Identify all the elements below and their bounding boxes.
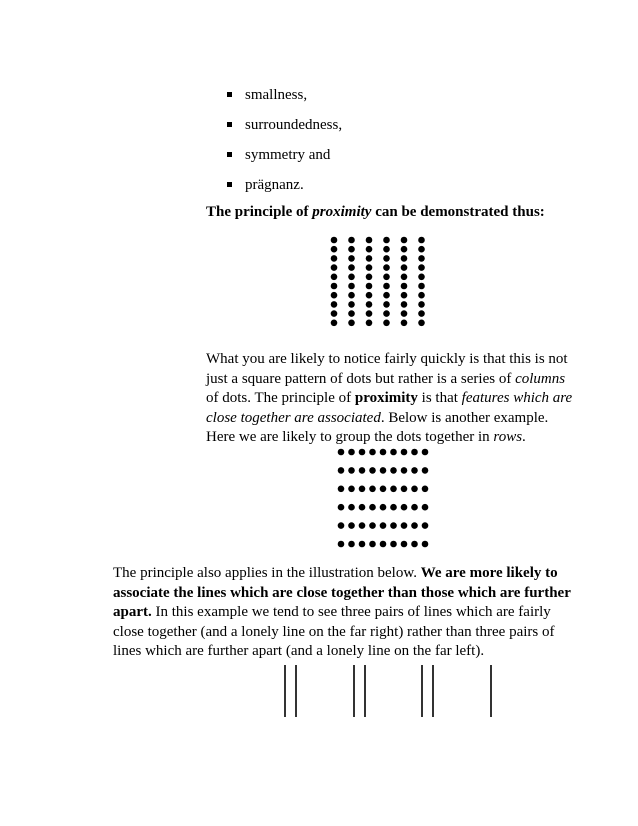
dot	[369, 504, 376, 511]
dot	[348, 541, 355, 548]
dot	[401, 504, 408, 511]
dot	[366, 255, 373, 262]
paragraph-line	[206, 370, 566, 390]
dot	[390, 486, 397, 493]
text-run: of dots. The principle of	[206, 390, 355, 406]
dot	[383, 320, 390, 327]
paragraph-line	[113, 603, 551, 623]
dot	[359, 541, 366, 548]
row-dot-pattern	[335, 446, 435, 550]
dot	[383, 301, 390, 308]
dot	[331, 237, 338, 244]
square-bullet-icon	[227, 92, 232, 97]
dot	[411, 449, 418, 456]
dot	[331, 264, 338, 271]
paragraph-line	[206, 428, 566, 448]
dot	[401, 292, 408, 299]
square-bullet-icon	[227, 152, 232, 157]
list-item-text: symmetry and	[245, 147, 331, 163]
dot	[411, 522, 418, 529]
dot	[422, 486, 429, 493]
dot	[331, 292, 338, 299]
text-run: is that	[417, 390, 462, 406]
dot	[331, 283, 338, 290]
dot	[348, 467, 355, 474]
emphasis-text: close together are associated	[206, 409, 381, 426]
dot	[418, 246, 425, 253]
dot	[338, 467, 345, 474]
dot	[359, 467, 366, 474]
dot	[418, 310, 425, 317]
dot	[418, 283, 425, 290]
paragraph-line	[113, 623, 555, 643]
dot	[348, 274, 355, 281]
dot	[348, 255, 355, 262]
dot	[411, 541, 418, 548]
dot	[338, 522, 345, 529]
dot	[331, 246, 338, 253]
dot	[383, 237, 390, 244]
line-grouping-paragraph	[113, 564, 571, 662]
dot	[380, 486, 387, 493]
dot	[411, 467, 418, 474]
dot	[411, 486, 418, 493]
dot	[422, 541, 429, 548]
dot	[369, 541, 376, 548]
dot	[331, 320, 338, 327]
dot	[383, 274, 390, 281]
dot	[348, 486, 355, 493]
dot	[401, 246, 408, 253]
dot	[338, 449, 345, 456]
paragraph-line	[206, 409, 566, 429]
dot	[359, 522, 366, 529]
dot	[348, 310, 355, 317]
dot	[348, 522, 355, 529]
dot	[401, 541, 408, 548]
heading-emphasis: proximity	[312, 204, 372, 220]
dot	[366, 292, 373, 299]
paragraph-line	[206, 350, 566, 370]
dot	[366, 274, 373, 281]
dot	[422, 467, 429, 474]
dot	[366, 310, 373, 317]
paragraph-line	[113, 642, 543, 662]
dot	[418, 264, 425, 271]
dot	[422, 522, 429, 529]
dot	[380, 467, 387, 474]
text-run: lines which are further apart (and a lonely line on the far left).	[113, 643, 485, 659]
dot	[331, 255, 338, 262]
bold-text: We are more likely to	[420, 565, 558, 581]
dot	[418, 292, 425, 299]
dot	[380, 449, 387, 456]
dot	[348, 283, 355, 290]
dot	[348, 246, 355, 253]
gestalt-factors-list	[225, 86, 342, 206]
column-dot-pattern	[328, 234, 438, 334]
dot	[418, 301, 425, 308]
text-run: The principle also applies in the illustration below.	[113, 565, 421, 581]
dot	[390, 504, 397, 511]
dot	[383, 255, 390, 262]
dot	[380, 522, 387, 529]
list-item	[225, 86, 342, 116]
dot	[331, 310, 338, 317]
heading-text-after: can be demonstrated thus:	[371, 204, 545, 220]
heading-text-before: The principle of	[206, 204, 313, 220]
dot	[369, 467, 376, 474]
list-item-text: smallness,	[245, 87, 308, 103]
dot	[369, 449, 376, 456]
dot	[401, 310, 408, 317]
dot	[331, 274, 338, 281]
dot	[348, 504, 355, 511]
dot	[348, 237, 355, 244]
dot	[418, 274, 425, 281]
dot	[401, 264, 408, 271]
dot	[383, 264, 390, 271]
text-run: . Below is another example.	[380, 409, 549, 426]
square-bullet-icon	[227, 182, 232, 187]
text-run: In this example we tend to see three pairs of lines which are fairly	[151, 604, 551, 620]
list-item-text: surroundedness,	[245, 117, 343, 133]
dot	[348, 320, 355, 327]
dot	[383, 310, 390, 317]
emphasis-text: columns	[515, 370, 566, 387]
dot	[401, 237, 408, 244]
dot	[401, 320, 408, 327]
list-item	[225, 146, 342, 176]
dot	[348, 449, 355, 456]
dot	[401, 449, 408, 456]
dot	[348, 264, 355, 271]
dot	[338, 504, 345, 511]
emphasis-text: features which are	[461, 390, 573, 406]
dot	[411, 504, 418, 511]
dot	[338, 541, 345, 548]
paragraph-line	[206, 389, 573, 409]
text-run: .	[522, 429, 526, 445]
dot	[383, 292, 390, 299]
text-run: What you are likely to notice fairly quickly is that this is not	[206, 351, 568, 367]
dot	[359, 449, 366, 456]
bold-text: associate the lines which are close together than those which are further	[113, 584, 571, 601]
dot	[366, 246, 373, 253]
dot	[401, 522, 408, 529]
list-item	[225, 116, 342, 146]
dot	[418, 320, 425, 327]
emphasis-text: rows	[493, 429, 523, 445]
dot	[418, 255, 425, 262]
bold-text: proximity	[354, 390, 418, 406]
dot	[331, 301, 338, 308]
dot	[401, 486, 408, 493]
proximity-heading	[206, 202, 545, 222]
square-bullet-icon	[227, 122, 232, 127]
dot	[359, 504, 366, 511]
dot	[401, 467, 408, 474]
dot	[348, 301, 355, 308]
dot	[338, 486, 345, 493]
dot	[369, 522, 376, 529]
dot	[401, 274, 408, 281]
dot	[383, 246, 390, 253]
dot	[366, 264, 373, 271]
dot	[401, 283, 408, 290]
dot	[390, 449, 397, 456]
dot	[383, 283, 390, 290]
grouped-lines-figure	[280, 660, 500, 720]
dot	[366, 320, 373, 327]
dot	[401, 301, 408, 308]
dot	[390, 467, 397, 474]
dot	[380, 541, 387, 548]
dot	[401, 255, 408, 262]
text-run: just a square pattern of dots but rather is a series of	[206, 370, 516, 387]
dot	[366, 283, 373, 290]
dot	[422, 449, 429, 456]
paragraph-line	[113, 564, 558, 584]
text-run: close together (and a lonely line on the far right) rather than three pairs of	[113, 623, 555, 640]
bold-text: apart.	[113, 604, 152, 620]
dot	[380, 504, 387, 511]
text-run: Here we are likely to group the dots together in	[206, 429, 494, 445]
paragraph-line	[113, 584, 571, 604]
dot	[390, 541, 397, 548]
dot	[366, 237, 373, 244]
dot	[418, 237, 425, 244]
dot	[369, 486, 376, 493]
dot	[348, 292, 355, 299]
dot	[422, 504, 429, 511]
dot	[390, 522, 397, 529]
dot	[359, 486, 366, 493]
proximity-explanation-paragraph	[206, 350, 573, 448]
dot	[366, 301, 373, 308]
list-item-text: prägnanz.	[245, 177, 304, 193]
